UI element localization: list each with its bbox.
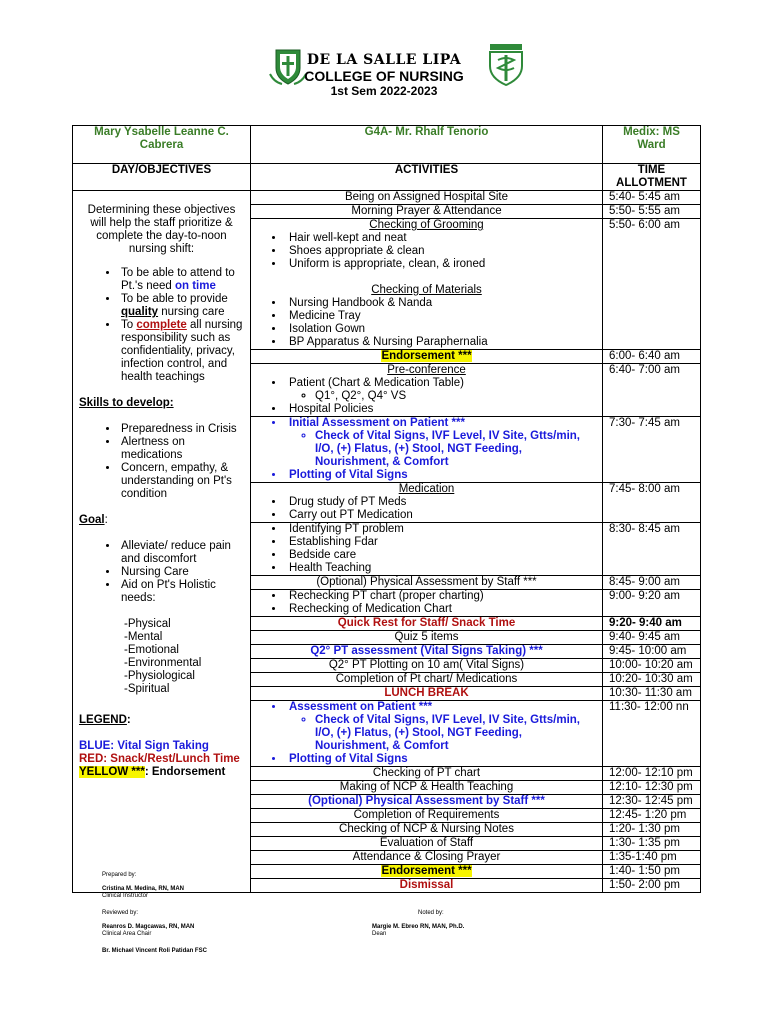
assessment-list <box>257 701 596 714</box>
list-item: -Physical <box>124 618 171 630</box>
time-cell: 12:10- 12:30 pm <box>603 781 701 795</box>
activity-cell: Dismissal <box>251 879 603 893</box>
list-item: -Spiritual <box>124 683 170 695</box>
time-cell: 12:30- 12:45 pm <box>603 795 701 809</box>
prepared-by-block <box>102 872 184 900</box>
activity-cell: Attendance & Closing Prayer <box>251 851 603 865</box>
list-item: • Plotting of Vital Signs <box>285 753 596 766</box>
activity-cell: Checking of PT chart <box>251 767 603 781</box>
list-item: • Bedside care <box>285 549 596 562</box>
time-cell: 5:40- 5:45 am <box>603 191 701 205</box>
noted-role: Dean <box>372 931 387 937</box>
list-item: -Emotional <box>124 644 179 656</box>
reviewed-name: Reanros D. Magcawas, RN, MAN <box>102 924 195 930</box>
list-item: • Alertness on medications <box>119 436 244 462</box>
assessment-list-2 <box>257 753 596 766</box>
time-cell: 6:40- 7:00 am <box>603 364 701 417</box>
time-cell: 9:00- 9:20 am <box>603 590 701 617</box>
skills-list <box>79 423 244 501</box>
semester-label: 1st Sem 2022-2023 <box>330 84 438 98</box>
activity-cell: Completion of Pt chart/ Medications <box>251 673 603 687</box>
goal-list <box>79 540 244 605</box>
list-item: • Medicine Tray <box>285 310 596 323</box>
list-item: • Drug study of PT Meds <box>285 496 596 509</box>
list-item: • Rechecking of Medication Chart <box>285 603 596 616</box>
list-item: -Mental <box>124 631 163 643</box>
objectives-intro: Determining these objectives will help the staff prioritize & complete the day-to-noon nursing shift: <box>87 204 236 255</box>
endorsement-label: Endorsement *** <box>381 865 472 877</box>
list-item: • Isolation Gown <box>285 323 596 336</box>
list-item: • Hair well-kept and neat <box>285 232 596 245</box>
activity-cell <box>251 417 603 483</box>
list-item: • Shoes appropriate & clean <box>285 245 596 258</box>
prepared-name: Cristina M. Medina, RN, MAN <box>102 886 185 892</box>
activity-cell <box>251 219 603 350</box>
list-item: • Aid on Pt's Holistic needs: <box>119 579 244 605</box>
time-cell: 10:30- 11:30 am <box>603 687 701 701</box>
holistic-list <box>79 618 244 696</box>
objectives-cell <box>73 191 251 893</box>
list-item: ◦ Check of Vital Signs, IVF Level, IV Site, Gtts/min, I/O, (+) Flatus, (+) Stool, NGT Feeding, Nourishment, & Comfort <box>315 714 588 753</box>
section-title: Pre-conference <box>387 364 466 376</box>
brother-name: Br. Michael Vincent Roli Patidan FSC <box>102 948 207 954</box>
list-item: • Plotting of Vital Signs <box>285 469 596 482</box>
care-list <box>257 523 596 575</box>
list-item: ◦ Check of Vital Signs, IVF Level, IV Site, Gtts/min, I/O, (+) Flatus, (+) Stool, NGT Feeding, Nourishment, & Comfort <box>315 430 588 469</box>
column-header-time: TIME ALLOTMENT <box>603 164 701 191</box>
time-cell: 6:00- 6:40 am <box>603 350 701 364</box>
legend-yellow: YELLOW ***: Endorsement <box>79 766 226 778</box>
materials-list <box>257 297 596 349</box>
activity-cell <box>251 865 603 879</box>
time-cell: 12:45- 1:20 pm <box>603 809 701 823</box>
section-title: Medication <box>398 483 455 495</box>
time-cell: 7:30- 7:45 am <box>603 417 701 483</box>
time-cell: 9:20- 9:40 am <box>603 617 701 631</box>
noted-name: Margie M. Ebreo RN, MAN, Ph.D. <box>372 924 465 930</box>
grooming-list <box>257 232 596 271</box>
activity-cell: Making of NCP & Health Teaching <box>251 781 603 795</box>
preconference-list-2 <box>257 403 596 416</box>
document-header <box>0 40 768 100</box>
time-cell: 9:45- 10:00 am <box>603 645 701 659</box>
time-cell: 1:35-1:40 pm <box>603 851 701 865</box>
time-cell: 8:30- 8:45 am <box>603 523 701 576</box>
reviewed-label: Reviewed by: <box>102 910 139 916</box>
ward-name: Medix: MS Ward <box>603 126 701 164</box>
activity-cell <box>251 350 603 364</box>
endorsement-label: Endorsement *** <box>381 350 472 362</box>
section-title: Checking of Materials <box>371 284 482 296</box>
section-title: Checking of Grooming <box>369 219 484 231</box>
list-item: • Alleviate/ reduce pain and discomfort <box>119 540 244 566</box>
list-item: • Nursing Care <box>119 566 244 579</box>
list-item: • To be able to attend to Pt.'s need on time <box>119 267 244 293</box>
prepared-role: Clinical Instructor <box>102 893 149 899</box>
assessment-list-2 <box>257 469 596 482</box>
activity-cell: Completion of Requirements <box>251 809 603 823</box>
group-instructor: G4A- Mr. Rhalf Tenorio <box>251 126 603 164</box>
list-item: • Concern, empathy, & understanding on Pt's condition <box>119 462 244 501</box>
noted-label: Noted by: <box>418 910 444 916</box>
activity-cell: Being on Assigned Hospital Site <box>251 191 603 205</box>
time-cell: 1:40- 1:50 pm <box>603 865 701 879</box>
time-cell: 11:30- 12:00 nn <box>603 701 701 767</box>
reviewed-by-block <box>102 910 194 938</box>
time-cell: 1:50- 2:00 pm <box>603 879 701 893</box>
column-header-day: DAY/OBJECTIVES <box>73 164 251 191</box>
list-item: • To be able to provide quality nursing care <box>119 293 244 319</box>
column-headers <box>73 164 701 191</box>
time-cell: 10:00- 10:20 am <box>603 659 701 673</box>
subitem-list <box>257 430 596 469</box>
activity-cell <box>251 483 603 523</box>
medication-list <box>257 496 596 522</box>
list-item: • Establishing Fdar <box>285 536 596 549</box>
column-header-activities: ACTIVITIES <box>251 164 603 191</box>
skills-title: Skills to develop: <box>79 397 174 409</box>
activity-cell: Evaluation of Staff <box>251 837 603 851</box>
activity-cell: Morning Prayer & Attendance <box>251 205 603 219</box>
student-name: Mary Ysabelle Leanne C. Cabrera <box>73 126 251 164</box>
time-cell: 7:45- 8:00 am <box>603 483 701 523</box>
recheck-list <box>257 590 596 616</box>
activity-cell: Q2° PT assessment (Vital Signs Taking) *** <box>251 645 603 659</box>
table-row <box>73 191 701 205</box>
activity-cell: Quiz 5 items <box>251 631 603 645</box>
list-item: • Preparedness in Crisis <box>119 423 244 436</box>
list-item: -Environmental <box>124 657 202 669</box>
activity-cell <box>251 701 603 767</box>
list-item: • Patient (Chart & Medication Table) <box>285 377 596 390</box>
time-cell: 8:45- 9:00 am <box>603 576 701 590</box>
subitem-list <box>257 714 596 753</box>
time-cell: 12:00- 12:10 pm <box>603 767 701 781</box>
legend-blue: BLUE: Vital Sign Taking <box>79 740 209 752</box>
time-cell: 10:20- 10:30 am <box>603 673 701 687</box>
list-item: • Uniform is appropriate, clean, & ironed <box>285 258 596 271</box>
time-cell: 9:40- 9:45 am <box>603 631 701 645</box>
time-cell: 1:30- 1:35 pm <box>603 837 701 851</box>
list-item: • To complete all nursing responsibility such as confidentiality, privacy, infection control, and health teachings <box>119 319 244 384</box>
college-name: COLLEGE OF NURSING <box>304 68 464 84</box>
school-name: DE LA SALLE LIPA <box>306 52 462 68</box>
brother-block <box>102 948 207 955</box>
prepared-label: Prepared by: <box>102 872 137 878</box>
legend-red: RED: Snack/Rest/Lunch Time <box>79 753 240 765</box>
list-item: • Nursing Handbook & Nanda <box>285 297 596 310</box>
activity-cell: Checking of NCP & Nursing Notes <box>251 823 603 837</box>
list-item: • Hospital Policies <box>285 403 596 416</box>
list-item: • Assessment on Patient *** <box>285 701 596 714</box>
activity-cell <box>251 364 603 417</box>
legend-title: LEGEND: <box>79 714 131 726</box>
list-item: • Carry out PT Medication <box>285 509 596 522</box>
list-item: -Physiological <box>124 670 195 682</box>
list-item: • Identifying PT problem <box>285 523 596 536</box>
time-cell: 1:20- 1:30 pm <box>603 823 701 837</box>
assessment-list <box>257 417 596 430</box>
list-item: • Health Teaching <box>285 562 596 575</box>
schedule-table <box>72 125 701 893</box>
activity-cell: (Optional) Physical Assessment by Staff *** <box>251 576 603 590</box>
activity-cell: (Optional) Physical Assessment by Staff *** <box>251 795 603 809</box>
activity-cell: Quick Rest for Staff/ Snack Time <box>251 617 603 631</box>
activity-cell <box>251 590 603 617</box>
noted-by-block <box>372 910 464 938</box>
list-item: • BP Apparatus & Nursing Paraphernalia <box>285 336 596 349</box>
preconference-list <box>257 377 596 390</box>
list-item: • Initial Assessment on Patient *** <box>285 417 596 430</box>
subitem-list <box>257 390 596 403</box>
reviewed-role: Clinical Area Chair <box>102 931 152 937</box>
list-item: • Rechecking PT chart (proper charting) <box>285 590 596 603</box>
activity-cell: LUNCH BREAK <box>251 687 603 701</box>
time-cell: 5:50- 5:55 am <box>603 205 701 219</box>
activity-cell <box>251 523 603 576</box>
activity-cell: Q2° PT Plotting on 10 am( Vital Signs) <box>251 659 603 673</box>
student-row <box>73 126 701 164</box>
time-cell: 5:50- 6:00 am <box>603 219 701 350</box>
list-item: ◦ Q1°, Q2°, Q4° VS <box>315 390 596 403</box>
goal-title: Goal: <box>79 514 108 526</box>
objectives-list <box>79 267 244 384</box>
